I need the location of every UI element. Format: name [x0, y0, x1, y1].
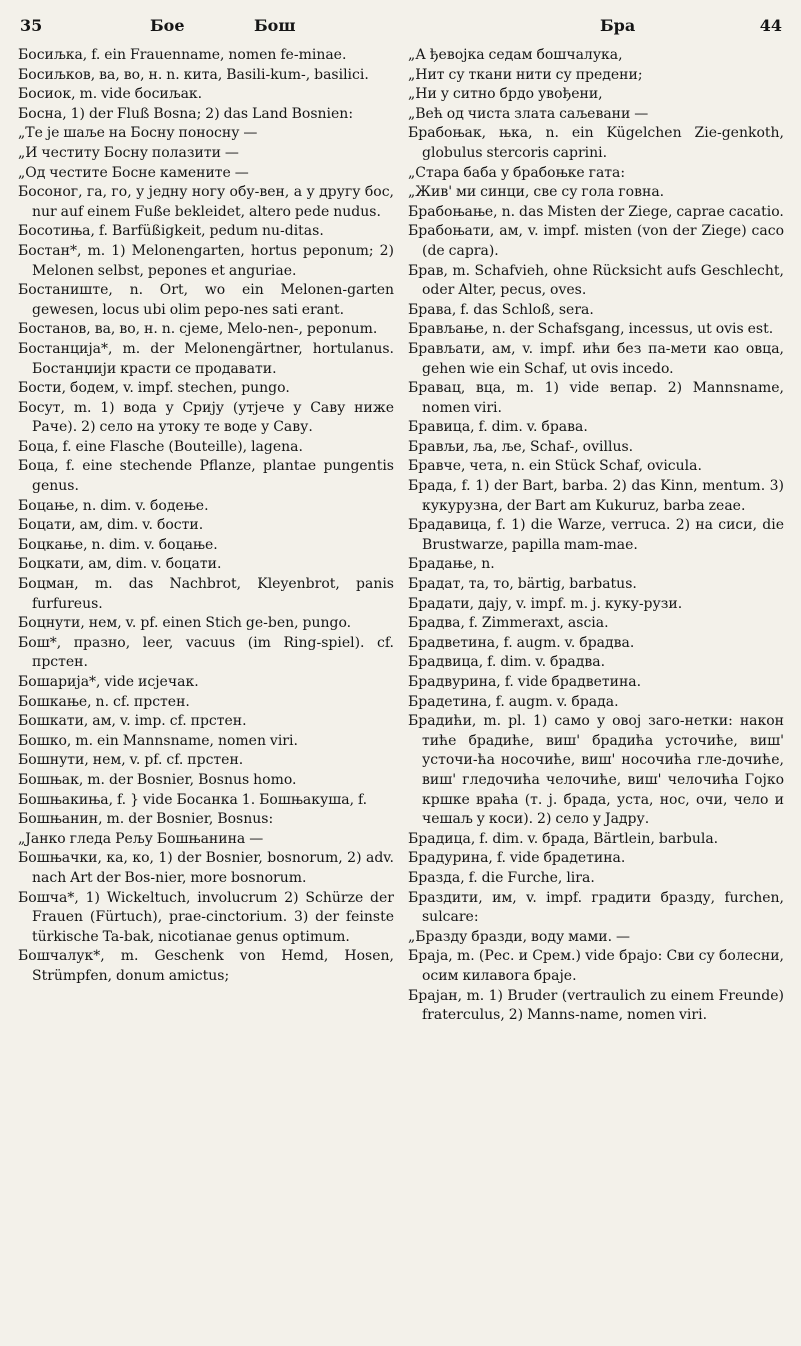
dictionary-entry: Брадва, f. Zimmeraxt, ascia. [408, 615, 609, 632]
dictionary-entry: „Бразду бразди, воду мами. — [408, 928, 630, 945]
dictionary-entry: Бошча*, 1) Wickeltuch, involucrum 2) Schürze der Frauen (Fürtuch), prae-cinctorium. 3) der feinste türkische Ta-bak, nicotianae genus optimum. [18, 889, 394, 945]
dictionary-entry: Бостанов, ва, во, н. n. сјеме, Melo-nen-, peponum. [18, 321, 378, 338]
dictionary-entry: Брабоњање, n. das Misten der Ziege, caprae cacatio. [408, 203, 784, 220]
dictionary-entry: Брављање, n. der Schafsgang, incessus, ut ovis est. [408, 321, 774, 338]
dictionary-entry: Бошчалук*, m. Geschenk von Hemd, Hosen, Strümpfen, donum amictus; [18, 948, 394, 984]
dictionary-entry: Бости, бодем, v. impf. stechen, pungo. [18, 380, 290, 397]
dictionary-entry: „Ни у ситно брдо увођени, [408, 86, 603, 103]
dictionary-entry: Брада, f. 1) der Bart, barba. 2) das Kinn, mentum. 3) кукурузна, der Bart am Kukuruz, barba zeae. [408, 478, 784, 514]
page-number-right: 44 [759, 16, 782, 35]
dictionary-entry: Брадање, n. [408, 556, 495, 573]
dictionary-entry: Боца, f. eine Flasche (Bouteille), lagena. [18, 438, 303, 455]
dictionary-entry: Бостанција*, m. der Melonengärtner, hortulanus. Бостанџији красти се продавати. [18, 340, 394, 377]
dictionary-entry: Брава, f. das Schloß, sera. [408, 301, 594, 318]
dictionary-entry: „Већ од чиста злата саљевани — [408, 105, 649, 122]
dictionary-entry: Брабоњати, ам, v. impf. misten (von der Ziege) caco (de capra). [408, 223, 784, 259]
dictionary-entry: Бравица, f. dim. v. брава. [408, 419, 588, 436]
dictionary-entry: Бостаниште, n. Ort, wo ein Melonen-garten gewesen, locus ubi olim pepo-nes sati erant. [18, 282, 394, 318]
dictionary-entry: „Од честите Босне каменитe — [18, 164, 249, 181]
guide-word-right: Бош [254, 16, 296, 35]
dictionary-entry: Босиљков, ва, во, н. n. кита, Basili-kum-, basilici. [18, 66, 369, 83]
dictionary-entry: Бошњанин, m. der Bosnier, Bosnus: [18, 811, 274, 828]
dictionary-entry: „Стара баба у брабоњке гата: [408, 164, 626, 181]
dictionary-entry: Брадвица, f. dim. v. брадва. [408, 654, 606, 671]
dictionary-entry: Босиок, m. vide босиљак. [18, 86, 203, 103]
dictionary-entry: Брављати, ам, v. impf. ићи без па-мети као овца, gehen wie ein Schaf, ut ovis incedo. [408, 340, 784, 377]
dictionary-entry: Брабоњак, њка, n. ein Kügelchen Zie-genkoth, globulus stercoris caprini. [408, 125, 784, 161]
dictionary-entry: Бошкање, n. cf. прстен. [18, 693, 190, 710]
dictionary-entry: Бошњак, m. der Bosnier, Bosnus homo. [18, 771, 297, 788]
dictionary-entry: Брав, m. Schafvieh, ohne Rücksicht aufs Geschlecht, oder Alter, pecus, oves. [408, 262, 784, 299]
dictionary-entry: Босотиња, f. Barfüßigkeit, pedum nu-ditas. [18, 223, 324, 240]
dictionary-entry: Босут, m. 1) вода у Срију (утјече у Саву ниже Раче). 2) село на утоку те воде у Саву. [18, 399, 394, 436]
dictionary-entry: Боцман, m. das Nachbrot, Kleyenbrot, panis furfureus. [18, 576, 394, 612]
page-number-left: 35 [20, 16, 43, 35]
dictionary-entry: Брадавица, f. 1) die Warze, verruca. 2) на сиси, die Brustwarze, papilla mam-mae. [408, 517, 784, 553]
dictionary-entry: Боцкање, n. dim. v. боцање. [18, 536, 218, 553]
dictionary-entry: Бошкати, ам, v. imp. cf. прстен. [18, 713, 247, 730]
dictionary-entry: Бош*, празно, leer, vacuus (im Ring-spiel). cf. прстен. [18, 634, 394, 671]
dictionary-entry: Босиљка, f. ein Frauenname, nomen fe-minae. [18, 47, 347, 63]
dictionary-entry: Браја, m. (Рес. и Срем.) vide брајо: Сви су болесни, осим килавога браје. [408, 948, 784, 984]
dictionary-entry: Брављи, ља, ље, Schaf-, ovillus. [408, 438, 634, 455]
dictionary-entry: Бошнути, нем, v. pf. cf. прстен. [18, 752, 244, 769]
dictionary-entry: Брадица, f. dim. v. брада, Bärtlein, barbula. [408, 830, 719, 847]
dictionary-entry: Бразда, f. die Furche, lira. [408, 869, 595, 886]
dictionary-entry: Бошарија*, vide исјечак. [18, 674, 199, 690]
dictionary-entry: „Те је шаље на Босну поносну — [18, 125, 258, 142]
dictionary-entry: Бравац, вца, m. 1) vide вепар. 2) Mannsname, nomen viri. [408, 380, 784, 416]
dictionary-entry: Брадвурина, f. vide брадветина. [408, 674, 642, 690]
dictionary-entry: Брадат, та, то, bärtig, barbatus. [408, 576, 637, 593]
dictionary-entry: Брадветина, f. augm. v. брадва. [408, 634, 635, 651]
page-header [20, 14, 782, 44]
dictionary-entry: Боцнути, нем, v. pf. einen Stich ge-ben, pungo. [18, 615, 352, 632]
dictionary-entry: Бошњачки, ка, ко, 1) der Bosnier, bosnorum, 2) adv. nach Art der Bos-nier, more bosnorum. [18, 850, 394, 886]
dictionary-entry: Браздити, им, v. impf. градити бразду, furchen, sulcare: [408, 889, 784, 926]
dictionary-entry: Брајан, m. 1) Bruder (vertraulich zu einem Freunde) fraterculus, 2) Manns-name, nomen viri. [408, 987, 784, 1024]
dictionary-entry: „И честиту Босну полазити — [18, 144, 239, 161]
dictionary-entry: „Јанко гледа Рељу Бошњанина — [18, 830, 264, 847]
dictionary-entry: „А ђевојка седам бошчалука, [408, 47, 623, 63]
right-column [408, 46, 784, 1026]
guide-word-right-page: Бра [600, 16, 636, 35]
dictionary-entry: Бошњакиња, f. } vide Босанка 1. Бошњакуша, f. [18, 791, 368, 808]
dictionary-entry: Боцање, n. dim. v. бодење. [18, 497, 209, 514]
left-column [18, 46, 394, 987]
guide-word-left: Бое [150, 16, 185, 35]
dictionary-entry: Боцати, ам, dim. v. бости. [18, 517, 204, 534]
dictionary-entry: Бравче, чета, n. ein Stück Schaf, ovicula. [408, 458, 702, 475]
dictionary-entry: Брадурина, f. vide брадетина. [408, 850, 626, 867]
dictionary-entry: „Нит су ткани нити су предени; [408, 66, 643, 83]
dictionary-entry: Боца, f. eine stechende Pflanze, plantae pungentis genus. [18, 458, 394, 495]
dictionary-entry: Брадати, дају, v. impf. m. j. куку-рузи. [408, 595, 683, 612]
dictionary-entry: Бостан*, m. 1) Melonengarten, hortus peponum; 2) Melonen selbst, pepones et anguriae. [18, 242, 394, 279]
dictionary-entry: Брадићи, m. pl. 1) само у овој заго-нетки: након тиће брадиће, виш' брадића усточиће, виш' усточи-ћа носочиће, виш' носочића гле-дочиће, виш' гледочића челочиће, виш' челочића Гојко кршке враћа (т. ј. брада, уста, нос, очи, чело и чешаљ у коси). 2) село у Јадру. [408, 713, 784, 828]
dictionary-entry: Босоног, га, го, у једну ногу обу-вен, а у другу бос, nur auf einem Fuße bekleidet, altero pede nudus. [18, 184, 394, 220]
dictionary-entry: Бошко, m. ein Mannsname, nomen viri. [18, 732, 298, 749]
dictionary-entry: „Жив' ми синци, све су гола говна. [408, 184, 665, 201]
dictionary-entry: Босна, 1) der Fluß Bosna; 2) das Land Bosnien: [18, 105, 354, 122]
dictionary-entry: Брадетина, f. augm. v. брада. [408, 693, 619, 710]
dictionary-entry: Боцкати, ам, dim. v. боцати. [18, 556, 222, 573]
